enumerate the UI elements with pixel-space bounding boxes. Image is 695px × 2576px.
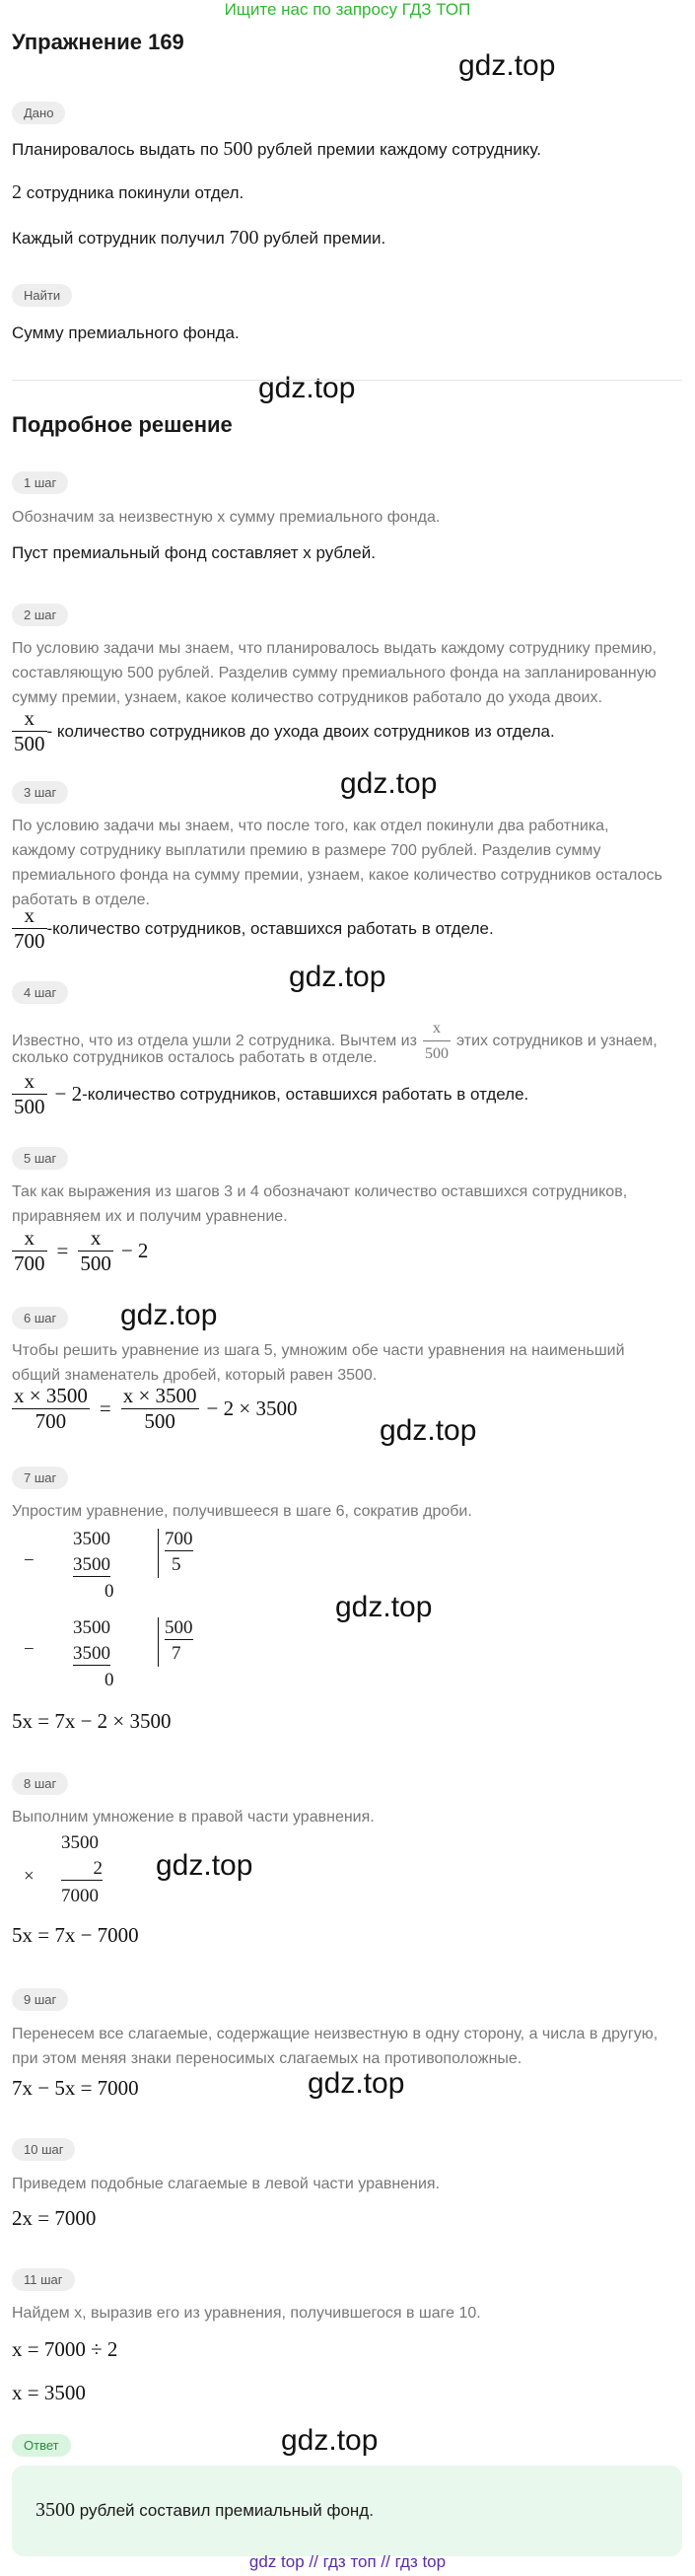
step-11-tag: 11 шаг	[12, 2268, 75, 2291]
watermark: gdz.top	[340, 767, 438, 800]
step-8-result: 5x = 7x − 7000	[12, 1923, 139, 1947]
step-3-gray-2: каждому сотруднику выплатили премию в размере 700 рублей. Разделив сумму	[12, 842, 601, 859]
step-2-tag: 2 шаг	[12, 604, 68, 626]
step-8-gray: Выполним умножение в правой части уравнения.	[12, 1809, 375, 1825]
solution-title: Подробное решение	[12, 412, 233, 437]
watermark: gdz.top	[289, 961, 386, 993]
step-6-equation: $\frac{x \times 3500}{700}$ = $\frac{x \times 3500}{500}$ − 2 × 3500	[14, 1384, 298, 1433]
long-division-2: − 3500 3500 0 500 7	[24, 1617, 193, 1690]
step-6-gray-2: общий знаменатель дробей, который равен 3500.	[12, 1367, 378, 1384]
watermark: gdz.top	[120, 1299, 218, 1331]
top-banner[interactable]: Ищите нас по запросу ГДЗ ТОП	[224, 0, 471, 19]
step-11-result-1: x = 7000 ÷ 2	[12, 2337, 118, 2361]
given-line-1: Планировалось выдать по 500 рублей премии каждому сотруднику.	[12, 138, 541, 160]
step-9-result: 7x − 5x = 7000	[12, 2076, 139, 2100]
step-7-result: 5x = 7x − 2 × 3500	[12, 1709, 172, 1733]
step-6-gray-1: Чтобы решить уравнение из шага 5, умножим обе части уравнения на наименьший	[12, 1342, 625, 1359]
step-3-gray-4: работать в отделе.	[12, 892, 150, 908]
divider	[12, 380, 682, 381]
watermark: gdz.top	[258, 372, 356, 404]
step-3-gray-1: По условию задачи мы знаем, что после того, как отдел покинули два работника,	[12, 818, 609, 834]
step-11-result-2: x = 3500	[12, 2381, 86, 2404]
given-line-3: Каждый сотрудник получил 700 рублей премии.	[12, 227, 386, 249]
step-10-result: 2x = 7000	[12, 2206, 97, 2230]
step-2-gray-1: По условию задачи мы знаем, что планировалось выдать каждому сотруднику премию,	[12, 640, 657, 657]
step-7-gray: Упростим уравнение, получившееся в шаге 6, сократив дроби.	[12, 1503, 472, 1520]
step-5-tag: 5 шаг	[12, 1147, 68, 1170]
page-title: Упражнение 169	[12, 30, 184, 54]
step-10-gray: Приведем подобные слагаемые в левой части уравнения.	[12, 2176, 440, 2192]
step-10-tag: 10 шаг	[12, 2138, 75, 2161]
step-9-tag: 9 шаг	[12, 1988, 68, 2011]
step-3-gray-3: премиального фонда на сумму премии, узнаем, какое количество сотрудников осталось	[12, 867, 662, 884]
watermark: gdz.top	[281, 2424, 379, 2457]
watermark: gdz.top	[458, 49, 556, 82]
given-tag: Дано	[12, 102, 65, 124]
step-9-gray-1: Перенесем все слагаемые, содержащие неизвестную в одну сторону, а числа в другую,	[12, 2026, 659, 2042]
given-line-2: 2 сотрудника покинули отдел.	[12, 181, 244, 203]
step-4-gray-2: сколько сотрудников осталось работать в отделе.	[12, 1049, 378, 1066]
multiplication: × 3500 2 7000	[24, 1832, 103, 1906]
step-3-formula: $\frac{x}{700}$ -количество сотрудников, оставшихся работать в отделе.	[14, 903, 494, 953]
watermark: gdz.top	[380, 1414, 477, 1447]
long-division-1: − 3500 3500 0 700 5	[24, 1529, 193, 1602]
step-1-tag: 1 шаг	[12, 471, 68, 494]
step-4-formula: $\frac{x}{500}$ − 2 -количество сотрудников, оставшихся работать в отделе.	[14, 1069, 529, 1118]
step-2-formula: $\frac{x}{500}$ - количество сотрудников до ухода двоих сотрудников из отдела.	[14, 706, 555, 755]
step-11-gray: Найдем x, выразив его из уравнения, получившегося в шаге 10.	[12, 2305, 481, 2322]
step-5-equation: $\frac{x}{700}$ = $\frac{x}{500}$ − 2	[14, 1226, 149, 1275]
watermark: gdz.top	[156, 1849, 253, 1882]
find-tag: Найти	[12, 284, 72, 307]
step-4-tag: 4 шаг	[12, 981, 68, 1004]
step-2-gray-3: сумму премии, узнаем, какое количество сотрудников работало до ухода двоих.	[12, 689, 602, 706]
step-8-tag: 8 шаг	[12, 1772, 68, 1795]
answer-box	[12, 2466, 682, 2556]
step-2-gray-2: составляющую 500 рублей. Разделив сумму премиального фонда на запланированную	[12, 665, 657, 681]
step-1-dark: Пуст премиальный фонд составляет x рублей.	[12, 543, 376, 562]
step-3-tag: 3 шаг	[12, 781, 68, 804]
watermark: gdz.top	[308, 2067, 405, 2100]
step-5-gray-2: приравняем их и получим уравнение.	[12, 1208, 288, 1225]
find-text: Сумму премиального фонда.	[12, 323, 240, 342]
answer-text: 3500 рублей составил премиальный фонд.	[35, 2499, 374, 2521]
step-5-gray-1: Так как выражения из шагов 3 и 4 обозначают количество оставшихся сотрудников,	[12, 1183, 628, 1200]
bottom-links[interactable]: gdz top // гдз топ // гдз top	[248, 2552, 447, 2571]
watermark: gdz.top	[335, 1591, 433, 1623]
step-4-gray-1: Известно, что из отдела ушли 2 сотрудника. Вычтем из $\frac{x}{500}$ этих сотрудников и узнаем,	[12, 1016, 658, 1066]
step-6-tag: 6 шаг	[12, 1307, 68, 1329]
step-1-gray: Обозначим за неизвестную x сумму премиального фонда.	[12, 509, 441, 526]
step-7-tag: 7 шаг	[12, 1467, 68, 1489]
answer-tag: Ответ	[12, 2434, 71, 2457]
step-9-gray-2: при этом меняя знаки переносимых слагаемых на противоположные.	[12, 2050, 522, 2067]
